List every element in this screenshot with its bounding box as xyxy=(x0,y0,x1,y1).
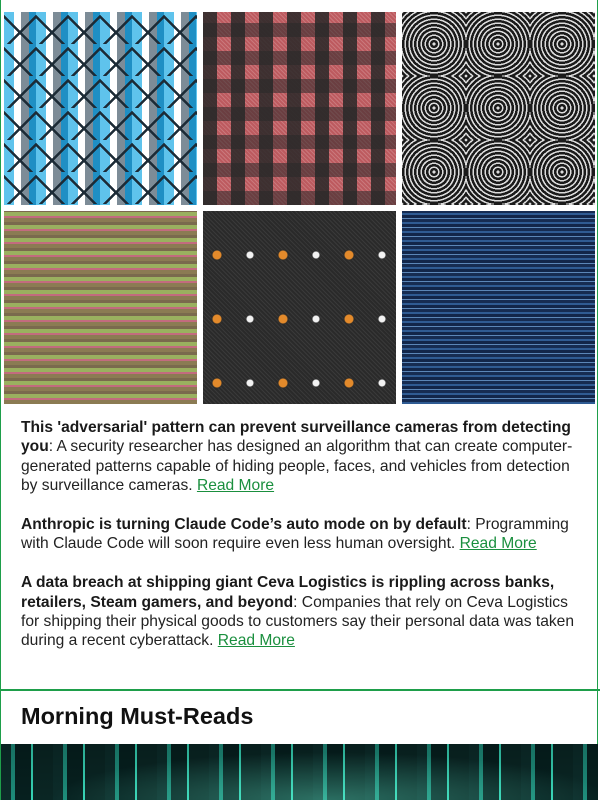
read-more-link[interactable]: Read More xyxy=(196,477,275,495)
pattern-tile-concentric-rings xyxy=(402,12,595,205)
article-item xyxy=(21,418,579,496)
article-item xyxy=(21,573,579,651)
section-divider xyxy=(0,689,600,691)
pattern-tile-navy-dashes xyxy=(402,211,595,404)
article-summary: : Programming with Claude Code will soon require even less human oversight. xyxy=(21,516,569,553)
read-more-link[interactable]: Read More xyxy=(217,632,295,650)
article-summary: : Companies that rely on Ceva Logistics for shipping their physical goods to customers say their personal data was taken during a recent cyberattack. xyxy=(21,593,575,650)
pattern-tile-dark-stars xyxy=(203,211,396,404)
hero-image[interactable] xyxy=(1,744,598,800)
article-summary: : A security researcher has designed an algorithm that can create computer-generated patterns capable of hiding people, faces, and vehicles from detection by surveillance cameras. xyxy=(21,438,573,495)
read-more-link[interactable]: Read More xyxy=(459,535,537,553)
pattern-tile-blue-argyle xyxy=(4,12,197,205)
article-headline: This 'adversarial' pattern can prevent surveillance cameras from detecting you xyxy=(21,419,571,456)
pattern-gallery xyxy=(4,12,596,406)
pattern-tile-olive-stripes xyxy=(4,211,197,404)
article-item xyxy=(21,515,579,554)
article-headline: Anthropic is turning Claude Code’s auto mode on by default xyxy=(21,516,467,534)
article-list xyxy=(21,418,579,670)
article-headline: A data breach at shipping giant Ceva Logistics is rippling across banks, retailers, Steam gamers, and beyond xyxy=(21,574,555,611)
section-title: Morning Must-Reads xyxy=(21,703,254,729)
pattern-tile-red-plaid xyxy=(203,12,396,205)
